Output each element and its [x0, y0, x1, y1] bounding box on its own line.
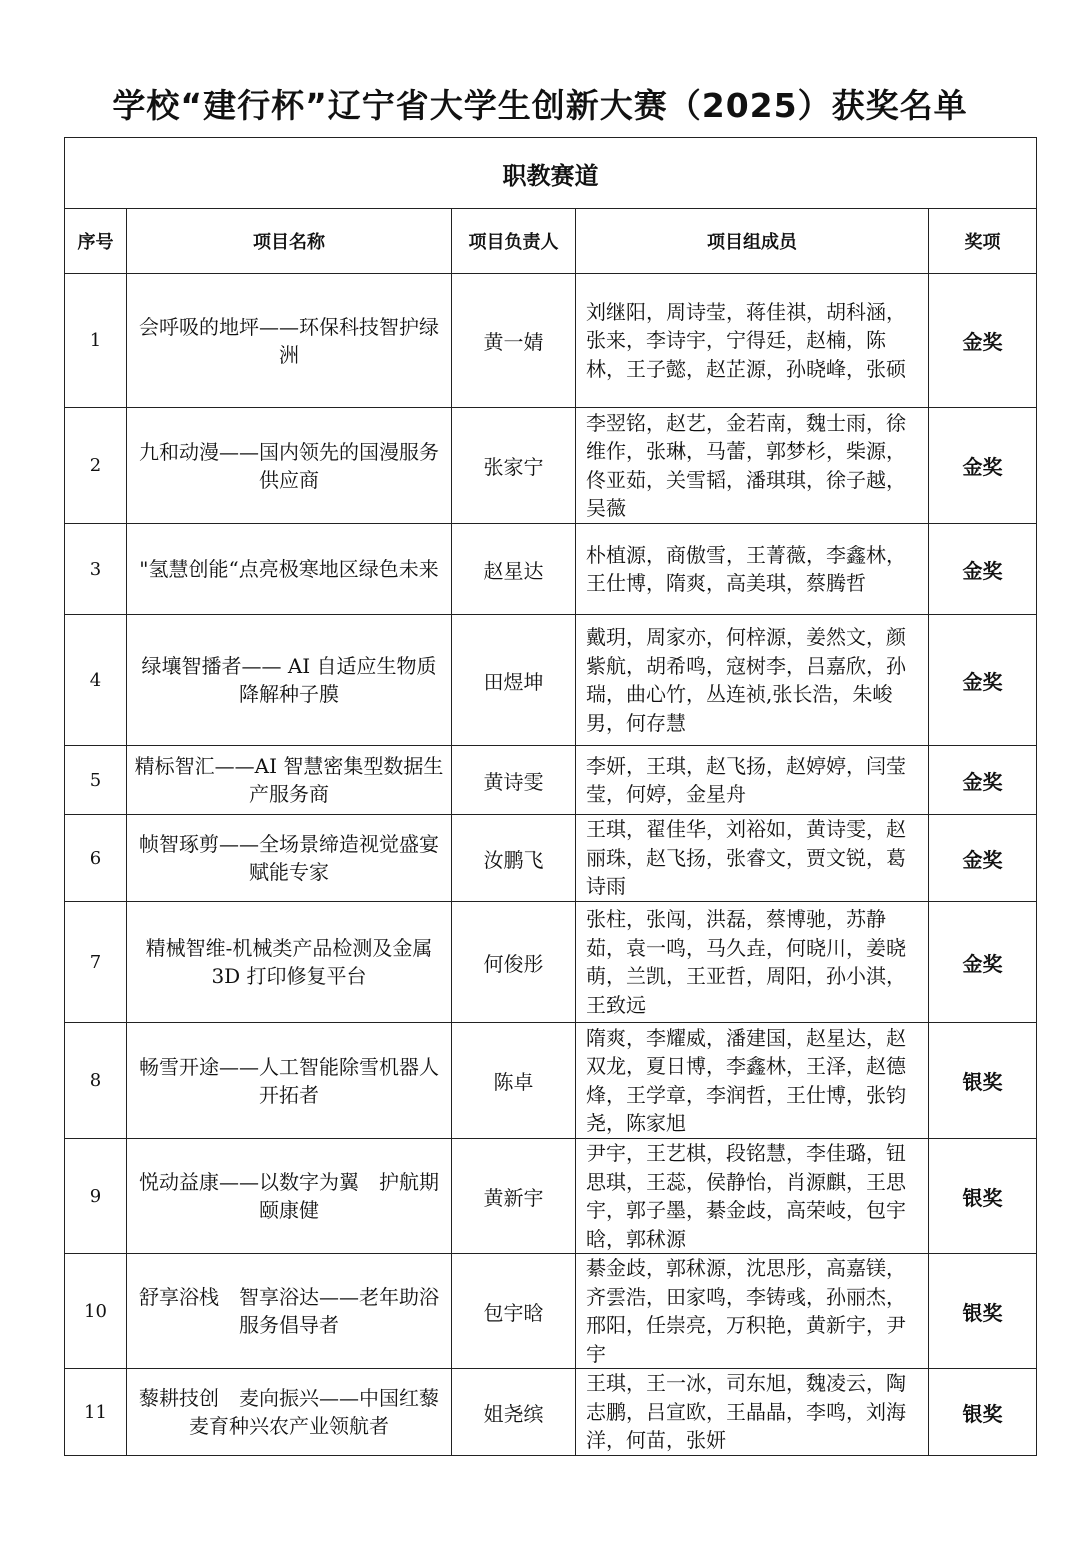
award-level: 金奖	[929, 524, 1037, 615]
table-row	[65, 524, 1037, 615]
row-number: 5	[65, 746, 127, 815]
award-level: 金奖	[929, 902, 1037, 1023]
project-leader: 张家宁	[452, 408, 576, 524]
header-award: 奖项	[929, 209, 1037, 274]
project-leader: 田煜坤	[452, 615, 576, 746]
project-members: 朴植源，商傲雪，王菁薇，李鑫林，王仕博，隋爽，高美琪，蔡腾哲	[576, 524, 929, 615]
row-number: 3	[65, 524, 127, 615]
project-name: 畅雪开途——人工智能除雪机器人开拓者	[127, 1023, 452, 1139]
project-members: 张柱，张闯，洪磊，蔡博驰，苏静茹，袁一鸣，马久垚，何晓川，姜晓萌，兰凯，王亚哲，周阳，孙小淇，王致远	[576, 902, 929, 1023]
project-members: 王琪，翟佳华，刘裕如，黄诗雯，赵丽珠，赵飞扬，张睿文，贾文锐，葛诗雨	[576, 815, 929, 902]
project-leader: 黄一婧	[452, 274, 576, 408]
row-number: 11	[65, 1369, 127, 1456]
row-number: 2	[65, 408, 127, 524]
project-name: 精械智维-机械类产品检测及金属 3D 打印修复平台	[127, 902, 452, 1023]
table-row	[65, 746, 1037, 815]
row-number: 10	[65, 1254, 127, 1369]
project-leader: 汝鹏飞	[452, 815, 576, 902]
project-leader: 赵星达	[452, 524, 576, 615]
project-leader: 黄新宇	[452, 1139, 576, 1254]
header-no: 序号	[65, 209, 127, 274]
table-row	[65, 615, 1037, 746]
table-row	[65, 1254, 1037, 1369]
awards-table	[64, 137, 1037, 1456]
project-name: 九和动漫——国内领先的国漫服务供应商	[127, 408, 452, 524]
award-level: 银奖	[929, 1254, 1037, 1369]
table-row	[65, 274, 1037, 408]
table-row	[65, 1023, 1037, 1139]
project-members: 刘继阳，周诗莹，蒋佳祺，胡科涵，张来，李诗宇，宁得廷，赵楠，陈林，王子懿，赵芷源，孙晓峰，张硕	[576, 274, 929, 408]
table-row	[65, 408, 1037, 524]
award-level: 金奖	[929, 408, 1037, 524]
table-row	[65, 1139, 1037, 1254]
header-members: 项目组成员	[576, 209, 929, 274]
track-row	[65, 138, 1037, 209]
header-row	[65, 209, 1037, 274]
project-name: 精标智汇——AI 智慧密集型数据生产服务商	[127, 746, 452, 815]
project-leader: 包宇晗	[452, 1254, 576, 1369]
table-row	[65, 1369, 1037, 1456]
award-level: 金奖	[929, 815, 1037, 902]
project-name: "氢慧创能“点亮极寒地区绿色未来	[127, 524, 452, 615]
header-name: 项目名称	[127, 209, 452, 274]
project-leader: 姐尧缤	[452, 1369, 576, 1456]
award-level: 银奖	[929, 1139, 1037, 1254]
project-leader: 黄诗雯	[452, 746, 576, 815]
page-title: 学校“建行杯”辽宁省大学生创新大赛（2025）获奖名单	[112, 86, 968, 125]
project-members: 綦金歧，郭秫源，沈思彤，高嘉镁，齐雲浩，田家鸣，李铸彧，孙丽杰，邢阳，任崇亮，万积艳，黄新宇，尹宇	[576, 1254, 929, 1369]
project-members: 李翌铭，赵艺，金若南，魏士雨，徐维作，张琳，马蕾，郭梦杉，柴源，佟亚茹，关雪韬，潘琪琪，徐子越，吴薇	[576, 408, 929, 524]
row-number: 1	[65, 274, 127, 408]
project-name: 藜耕技创 麦向振兴——中国红藜麦育种兴农产业领航者	[127, 1369, 452, 1456]
project-name: 帧智琢剪——全场景缔造视觉盛宴赋能专家	[127, 815, 452, 902]
project-leader: 何俊彤	[452, 902, 576, 1023]
project-members: 隋爽，李耀威，潘建国，赵星达，赵双龙，夏日博，李鑫林，王泽，赵德烽，王学章，李润哲，王仕博，张钧尧，陈家旭	[576, 1023, 929, 1139]
project-name: 会呼吸的地坪——环保科技智护绿洲	[127, 274, 452, 408]
project-members: 戴玥，周家亦，何梓源，姜然文，颜紫航，胡希鸣，寇树李，吕嘉欣，孙瑞，曲心竹，丛连祯,张长浩，朱峻男，何存慧	[576, 615, 929, 746]
row-number: 8	[65, 1023, 127, 1139]
track-title: 职教赛道	[65, 138, 1037, 209]
award-level: 银奖	[929, 1369, 1037, 1456]
project-name: 绿壤智播者—— AI 自适应生物质降解种子膜	[127, 615, 452, 746]
project-leader: 陈卓	[452, 1023, 576, 1139]
award-level: 金奖	[929, 274, 1037, 408]
row-number: 7	[65, 902, 127, 1023]
header-leader: 项目负责人	[452, 209, 576, 274]
row-number: 4	[65, 615, 127, 746]
award-level: 金奖	[929, 746, 1037, 815]
row-number: 9	[65, 1139, 127, 1254]
project-name: 悦动益康——以数字为翼 护航期颐康健	[127, 1139, 452, 1254]
table-row	[65, 815, 1037, 902]
project-members: 尹宇，王艺棋，段铭慧，李佳璐，钮思琪，王蕊，侯静怡，肖源麒，王思宇，郭子墨，綦金歧，高荣岐，包宇晗，郭秫源	[576, 1139, 929, 1254]
row-number: 6	[65, 815, 127, 902]
project-name: 舒享浴栈 智享浴达——老年助浴服务倡导者	[127, 1254, 452, 1369]
table-row	[65, 902, 1037, 1023]
award-level: 银奖	[929, 1023, 1037, 1139]
award-level: 金奖	[929, 615, 1037, 746]
project-members: 李妍，王琪，赵飞扬，赵婷婷，闫莹莹，何婷，金星舟	[576, 746, 929, 815]
project-members: 王琪，王一冰，司东旭，魏凌云，陶志鹏，吕宣欧，王晶晶，李鸣，刘海洋，何苗，张妍	[576, 1369, 929, 1456]
